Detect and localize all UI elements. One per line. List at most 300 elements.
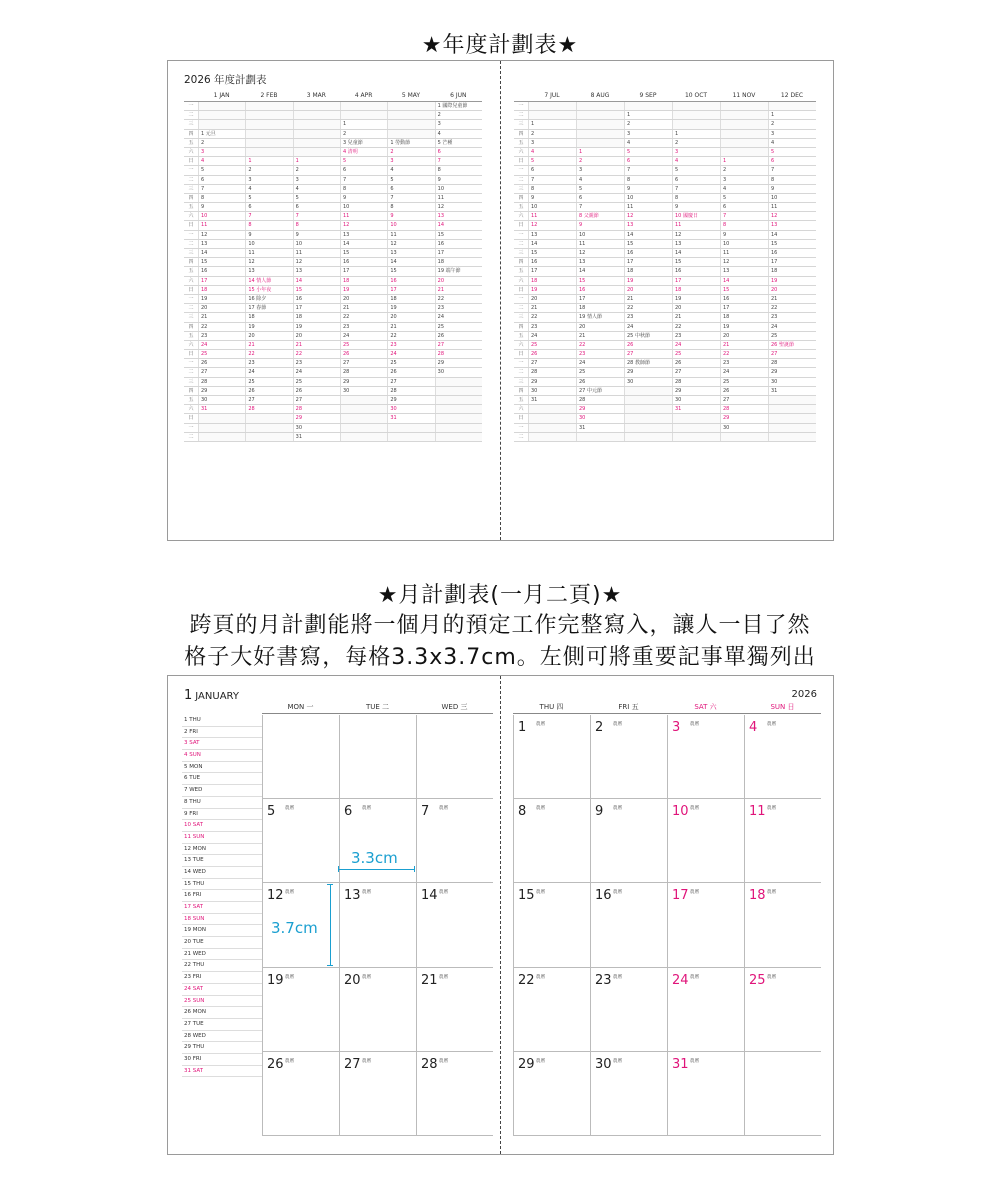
year-day-cell: 19 — [245, 323, 292, 331]
year-day-cell: 26 — [198, 359, 245, 367]
year-day-cell — [245, 111, 292, 119]
year-day-cell: 31 — [198, 405, 245, 413]
year-day-cell: 9 — [672, 203, 720, 211]
year-day-cell: 8 — [293, 221, 340, 229]
year-day-cell: 20 — [768, 286, 816, 294]
year-day-cell: 31 — [528, 396, 576, 404]
month-name: JANUARY — [195, 691, 239, 702]
year-day-cell: 26 — [576, 378, 624, 386]
lunar-note: 農曆 — [285, 890, 294, 896]
year-day-cell: 5 — [768, 148, 816, 156]
weekday-label: 三 — [518, 250, 524, 256]
day-list-item: 19 MON — [182, 925, 262, 937]
weekday-label: 一 — [518, 167, 524, 174]
year-day-cell: 19 — [293, 323, 340, 331]
monthly-planner-spread — [167, 675, 834, 1155]
year-day-cell: 9 — [340, 194, 387, 202]
year-day-cell: 29 — [624, 368, 672, 376]
year-day-cell: 21 — [245, 341, 292, 349]
year-day-cell: 26 聖誕節 — [768, 341, 816, 349]
year-row — [514, 194, 816, 203]
weekday-label: 三 — [188, 250, 194, 256]
year-day-cell: 14 情人節 — [245, 277, 292, 285]
year-day-cell: 17 — [720, 304, 768, 312]
year-day-cell — [340, 396, 387, 404]
weekday-label: 日 — [188, 415, 194, 422]
lunar-note: 農曆 — [767, 974, 776, 980]
description-line-2: 格子大好書寫，每格3.3x3.7cm。左側可將重要記事單獨列出 — [184, 645, 816, 670]
year-row — [184, 258, 482, 267]
day-list-item: 8 THU — [182, 797, 262, 809]
year-day-cell: 27 — [720, 396, 768, 404]
weekday-label: 三 — [518, 121, 524, 128]
year-day-cell: 27 — [340, 359, 387, 367]
date-number: 31 — [672, 1056, 689, 1072]
month-header: 5 MAY — [401, 92, 421, 99]
year-day-cell: 20 — [293, 332, 340, 340]
year-day-cell: 18 — [528, 277, 576, 285]
date-number: 4 — [749, 720, 758, 735]
year-day-cell: 19 — [528, 286, 576, 294]
lunar-note: 農曆 — [690, 806, 699, 812]
year-day-cell: 21 — [576, 332, 624, 340]
year-day-cell: 27 — [245, 396, 292, 404]
weekday-label: 日 — [188, 286, 194, 293]
year-day-cell — [768, 424, 816, 432]
year-row — [184, 405, 482, 414]
weekday-label: 六 — [188, 277, 194, 284]
weekday-label: 一 — [518, 360, 524, 367]
year-day-cell: 27 — [435, 341, 482, 349]
year-day-cell: 22 — [528, 313, 576, 321]
year-day-cell: 19 — [768, 277, 816, 285]
width-dimension-line — [338, 869, 415, 870]
year-row — [514, 304, 816, 313]
weekday-label: 二 — [518, 240, 524, 247]
year-day-cell: 13 — [528, 231, 576, 239]
day-list-item: 13 TUE — [182, 855, 262, 867]
year-row — [514, 295, 816, 304]
year-day-cell: 22 — [720, 350, 768, 358]
year-day-cell: 26 — [245, 387, 292, 395]
year-day-cell: 3 — [387, 157, 434, 165]
lunar-note: 農曆 — [690, 890, 699, 896]
year-day-cell: 5 — [624, 148, 672, 156]
month-year: 2026 — [791, 689, 817, 700]
year-day-cell: 16 — [720, 295, 768, 303]
year-day-cell — [245, 102, 292, 110]
year-day-cell: 5 芒種 — [435, 139, 482, 147]
year-day-cell: 5 — [340, 157, 387, 165]
year-day-cell: 8 — [340, 185, 387, 193]
date-number: 22 — [518, 972, 535, 988]
year-day-cell: 18 — [435, 258, 482, 266]
year-day-cell: 9 — [435, 176, 482, 184]
year-day-cell — [198, 414, 245, 422]
year-day-cell: 12 — [768, 212, 816, 220]
year-day-cell — [435, 396, 482, 404]
year-day-cell: 13 — [198, 240, 245, 248]
date-number: 12 — [267, 888, 284, 904]
lunar-note: 農曆 — [690, 1058, 699, 1064]
year-row — [514, 277, 816, 286]
year-day-cell — [672, 433, 720, 441]
year-day-cell: 26 — [435, 332, 482, 340]
year-day-cell — [672, 424, 720, 432]
year-day-cell: 10 — [720, 240, 768, 248]
year-row — [514, 148, 816, 157]
year-row — [184, 176, 482, 185]
calendar-day-cell — [339, 968, 416, 1052]
height-tick-bottom — [327, 965, 333, 966]
year-day-cell: 24 — [672, 341, 720, 349]
year-row — [514, 166, 816, 175]
day-header: WED 三 — [416, 702, 493, 714]
year-day-cell: 4 — [768, 139, 816, 147]
calendar-day-cell — [667, 968, 744, 1052]
year-day-cell: 11 — [435, 194, 482, 202]
year-day-cell: 24 — [720, 368, 768, 376]
calendar-day-cell — [262, 968, 339, 1052]
year-day-cell — [340, 414, 387, 422]
year-day-cell: 29 — [435, 359, 482, 367]
year-day-cell — [768, 433, 816, 441]
date-number: 14 — [421, 888, 438, 904]
year-day-cell: 1 — [576, 148, 624, 156]
year-day-cell: 13 — [768, 221, 816, 229]
year-day-cell: 11 — [624, 203, 672, 211]
year-day-cell: 11 — [245, 249, 292, 257]
month-header: 7 JUL — [544, 92, 560, 99]
year-day-cell: 30 — [768, 378, 816, 386]
weekday-label: 四 — [518, 194, 524, 201]
year-row — [184, 166, 482, 175]
year-day-cell — [576, 433, 624, 441]
date-number: 24 — [672, 972, 689, 988]
year-day-cell: 20 — [720, 332, 768, 340]
month-title — [184, 688, 239, 703]
year-day-cell: 13 — [340, 231, 387, 239]
year-day-cell — [293, 130, 340, 138]
month-header-row — [514, 91, 816, 102]
year-day-cell: 8 父親節 — [576, 212, 624, 220]
year-day-cell: 27 — [387, 378, 434, 386]
year-day-cell — [435, 424, 482, 432]
year-day-cell: 4 清明 — [340, 148, 387, 156]
year-day-cell: 6 — [720, 203, 768, 211]
year-day-cell — [435, 387, 482, 395]
year-day-cell — [528, 414, 576, 422]
weekday-label: 四 — [188, 194, 194, 201]
day-list-item: 29 THU — [182, 1042, 262, 1054]
year-day-cell: 1 — [293, 157, 340, 165]
year-day-cell: 6 — [435, 148, 482, 156]
year-day-cell: 16 — [624, 249, 672, 257]
year-day-cell: 10 — [340, 203, 387, 211]
weekday-label: 日 — [188, 158, 194, 165]
year-day-cell: 16 — [387, 277, 434, 285]
calendar-day-cell — [590, 1052, 667, 1136]
year-day-cell: 12 — [340, 221, 387, 229]
year-row — [514, 286, 816, 295]
lunar-note: 農曆 — [767, 722, 776, 727]
weekday-label: 日 — [188, 222, 194, 229]
year-day-cell: 14 — [672, 249, 720, 257]
year-day-cell: 9 — [768, 185, 816, 193]
year-day-cell: 17 — [672, 277, 720, 285]
date-number: 20 — [344, 972, 361, 988]
year-day-cell: 28 — [720, 405, 768, 413]
calendar-day-cell — [339, 715, 416, 799]
year-day-cell: 10 — [198, 212, 245, 220]
weekday-label: 四 — [518, 259, 524, 266]
year-day-cell: 25 — [293, 378, 340, 386]
year-day-cell: 28 — [672, 378, 720, 386]
year-day-cell: 5 — [245, 194, 292, 202]
year-day-cell — [387, 130, 434, 138]
weekday-label: 五 — [188, 139, 194, 146]
year-day-cell: 30 — [340, 387, 387, 395]
day-list-item: 21 WED — [182, 949, 262, 961]
year-day-cell: 25 — [245, 378, 292, 386]
year-row — [514, 341, 816, 350]
calendar-day-cell — [262, 715, 339, 799]
weekday-label: 二 — [188, 112, 194, 119]
lunar-note: 農曆 — [613, 806, 622, 812]
year-day-cell: 12 — [672, 231, 720, 239]
weekday-label: 二 — [188, 369, 194, 376]
date-number: 30 — [595, 1056, 612, 1072]
lunar-note: 農曆 — [536, 1058, 545, 1064]
year-row — [514, 130, 816, 139]
year-day-cell: 4 — [435, 130, 482, 138]
calendar-day-cell — [590, 799, 667, 883]
year-row — [514, 258, 816, 267]
year-day-cell — [435, 414, 482, 422]
weekday-label: 二 — [188, 305, 194, 312]
year-day-cell — [624, 424, 672, 432]
year-day-cell: 13 — [672, 240, 720, 248]
year-day-cell: 16 — [435, 240, 482, 248]
year-day-cell: 20 — [245, 332, 292, 340]
year-day-cell — [624, 102, 672, 110]
date-number: 21 — [421, 972, 438, 988]
day-list-item: 23 FRI — [182, 972, 262, 984]
year-day-cell: 17 — [624, 258, 672, 266]
year-day-cell: 30 — [293, 424, 340, 432]
date-number: 15 — [518, 888, 535, 904]
year-day-cell: 3 — [624, 130, 672, 138]
year-day-cell: 23 — [672, 332, 720, 340]
year-row — [184, 332, 482, 341]
year-day-cell: 11 — [576, 240, 624, 248]
year-day-cell — [528, 102, 576, 110]
day-header: TUE 二 — [339, 702, 416, 714]
weekday-label: 日 — [518, 158, 524, 165]
year-day-cell: 15 — [768, 240, 816, 248]
year-row — [184, 111, 482, 120]
year-day-cell: 30 — [576, 414, 624, 422]
date-number: 11 — [749, 804, 766, 820]
year-day-cell: 12 — [435, 203, 482, 211]
year-day-cell: 2 — [245, 166, 292, 174]
year-day-cell: 22 — [387, 332, 434, 340]
month-header: 3 MAR — [306, 92, 326, 99]
year-day-cell: 1 — [340, 120, 387, 128]
year-day-cell: 31 — [768, 387, 816, 395]
day-list-item: 24 SAT — [182, 984, 262, 996]
day-list-item: 10 SAT — [182, 820, 262, 832]
year-day-cell: 2 — [624, 120, 672, 128]
month-header: 6 JUN — [450, 92, 467, 99]
year-day-cell: 15 — [387, 267, 434, 275]
weekday-label: 四 — [188, 259, 194, 266]
year-day-cell: 13 — [245, 267, 292, 275]
year-day-cell — [198, 433, 245, 441]
year-day-cell: 7 — [293, 212, 340, 220]
weekday-label: 四 — [518, 323, 524, 330]
year-day-cell: 4 — [198, 157, 245, 165]
year-day-cell: 22 — [624, 304, 672, 312]
year-row — [514, 102, 816, 111]
year-day-cell — [340, 424, 387, 432]
year-day-cell: 6 — [245, 203, 292, 211]
year-day-cell: 19 — [672, 295, 720, 303]
year-day-cell: 4 — [720, 185, 768, 193]
year-row — [184, 221, 482, 230]
month-header: 1 JAN — [213, 92, 230, 99]
date-number: 6 — [344, 804, 353, 820]
calendar-day-cell — [667, 1052, 744, 1136]
year-day-cell: 17 — [387, 286, 434, 294]
calendar-day-cell — [416, 968, 493, 1052]
year-day-cell — [576, 139, 624, 147]
year-day-cell: 2 — [720, 166, 768, 174]
year-day-cell: 30 — [672, 396, 720, 404]
year-day-cell: 5 — [576, 185, 624, 193]
year-day-cell: 6 — [340, 166, 387, 174]
year-day-cell — [293, 148, 340, 156]
year-day-cell: 14 — [293, 277, 340, 285]
lunar-note: 農曆 — [613, 974, 622, 980]
year-day-cell: 26 — [340, 350, 387, 358]
month-header: 10 OCT — [684, 92, 708, 99]
calendar-day-cell — [262, 799, 339, 883]
year-day-cell: 3 — [245, 176, 292, 184]
month-header-row — [184, 91, 482, 102]
day-list-item: 9 FRI — [182, 809, 262, 821]
year-day-cell: 9 — [387, 212, 434, 220]
year-day-cell: 21 — [672, 313, 720, 321]
year-day-cell: 7 — [245, 212, 292, 220]
year-day-cell: 3 — [435, 120, 482, 128]
year-day-cell: 30 — [198, 396, 245, 404]
year-row — [514, 350, 816, 359]
year-day-cell: 13 — [387, 249, 434, 257]
year-day-cell: 17 — [435, 249, 482, 257]
year-day-cell: 24 — [624, 323, 672, 331]
day-header: SAT 六 — [667, 702, 744, 714]
year-day-cell — [720, 102, 768, 110]
weekday-label: 六 — [518, 406, 524, 413]
year-day-cell: 18 — [387, 295, 434, 303]
calendar-day-cell — [513, 1052, 590, 1136]
year-row — [184, 396, 482, 405]
weekday-label: 日 — [518, 351, 524, 358]
year-day-cell: 9 — [245, 231, 292, 239]
year-day-cell — [768, 102, 816, 110]
year-day-cell — [672, 111, 720, 119]
year-row — [514, 414, 816, 423]
year-day-cell: 23 — [387, 341, 434, 349]
year-day-cell: 20 — [340, 295, 387, 303]
yearly-title: 2026 年度計劃表 — [184, 74, 267, 86]
year-day-cell — [198, 424, 245, 432]
year-day-cell: 19 端午節 — [435, 267, 482, 275]
lunar-note: 農曆 — [690, 722, 699, 727]
year-day-cell: 14 — [198, 249, 245, 257]
year-day-cell: 11 — [198, 221, 245, 229]
year-day-cell: 18 — [198, 286, 245, 294]
year-day-cell: 23 — [340, 323, 387, 331]
year-day-cell: 12 — [624, 212, 672, 220]
weekday-label: 五 — [188, 397, 194, 403]
fold-line — [500, 676, 501, 1154]
lunar-note: 農曆 — [362, 890, 371, 896]
year-row — [514, 231, 816, 240]
year-row — [184, 185, 482, 194]
weekday-label: 六 — [518, 148, 524, 155]
year-day-cell: 6 — [293, 203, 340, 211]
date-number: 26 — [267, 1056, 284, 1072]
year-row — [514, 185, 816, 194]
year-day-cell: 10 — [387, 221, 434, 229]
year-day-cell: 12 — [720, 258, 768, 266]
year-day-cell: 10 — [293, 240, 340, 248]
lunar-note: 農曆 — [767, 806, 776, 812]
year-day-cell: 5 — [387, 176, 434, 184]
month-header: 9 SEP — [639, 92, 657, 99]
year-day-cell: 6 — [624, 157, 672, 165]
year-day-cell: 26 — [720, 387, 768, 395]
year-day-cell: 21 — [293, 341, 340, 349]
year-row — [514, 323, 816, 332]
weekday-label: 四 — [188, 323, 194, 330]
width-tick-left — [338, 866, 339, 872]
year-day-cell: 29 — [340, 378, 387, 386]
year-day-cell: 9 — [720, 231, 768, 239]
day-list-item: 16 FRI — [182, 890, 262, 902]
year-day-cell: 15 — [198, 258, 245, 266]
year-day-cell: 25 — [340, 341, 387, 349]
calendar-day-cell — [590, 968, 667, 1052]
year-day-cell — [576, 111, 624, 119]
year-day-cell — [720, 139, 768, 147]
year-day-cell: 1 元旦 — [198, 130, 245, 138]
year-day-cell: 24 — [768, 323, 816, 331]
year-row — [184, 157, 482, 166]
year-day-cell: 16 — [768, 249, 816, 257]
year-day-cell: 10 — [245, 240, 292, 248]
year-day-cell — [387, 102, 434, 110]
year-day-cell — [293, 139, 340, 147]
year-day-cell: 29 — [576, 405, 624, 413]
year-row — [184, 286, 482, 295]
year-day-cell: 16 — [198, 267, 245, 275]
date-number: 10 — [672, 804, 689, 820]
year-day-cell: 12 — [245, 258, 292, 266]
year-day-cell: 1 — [768, 111, 816, 119]
